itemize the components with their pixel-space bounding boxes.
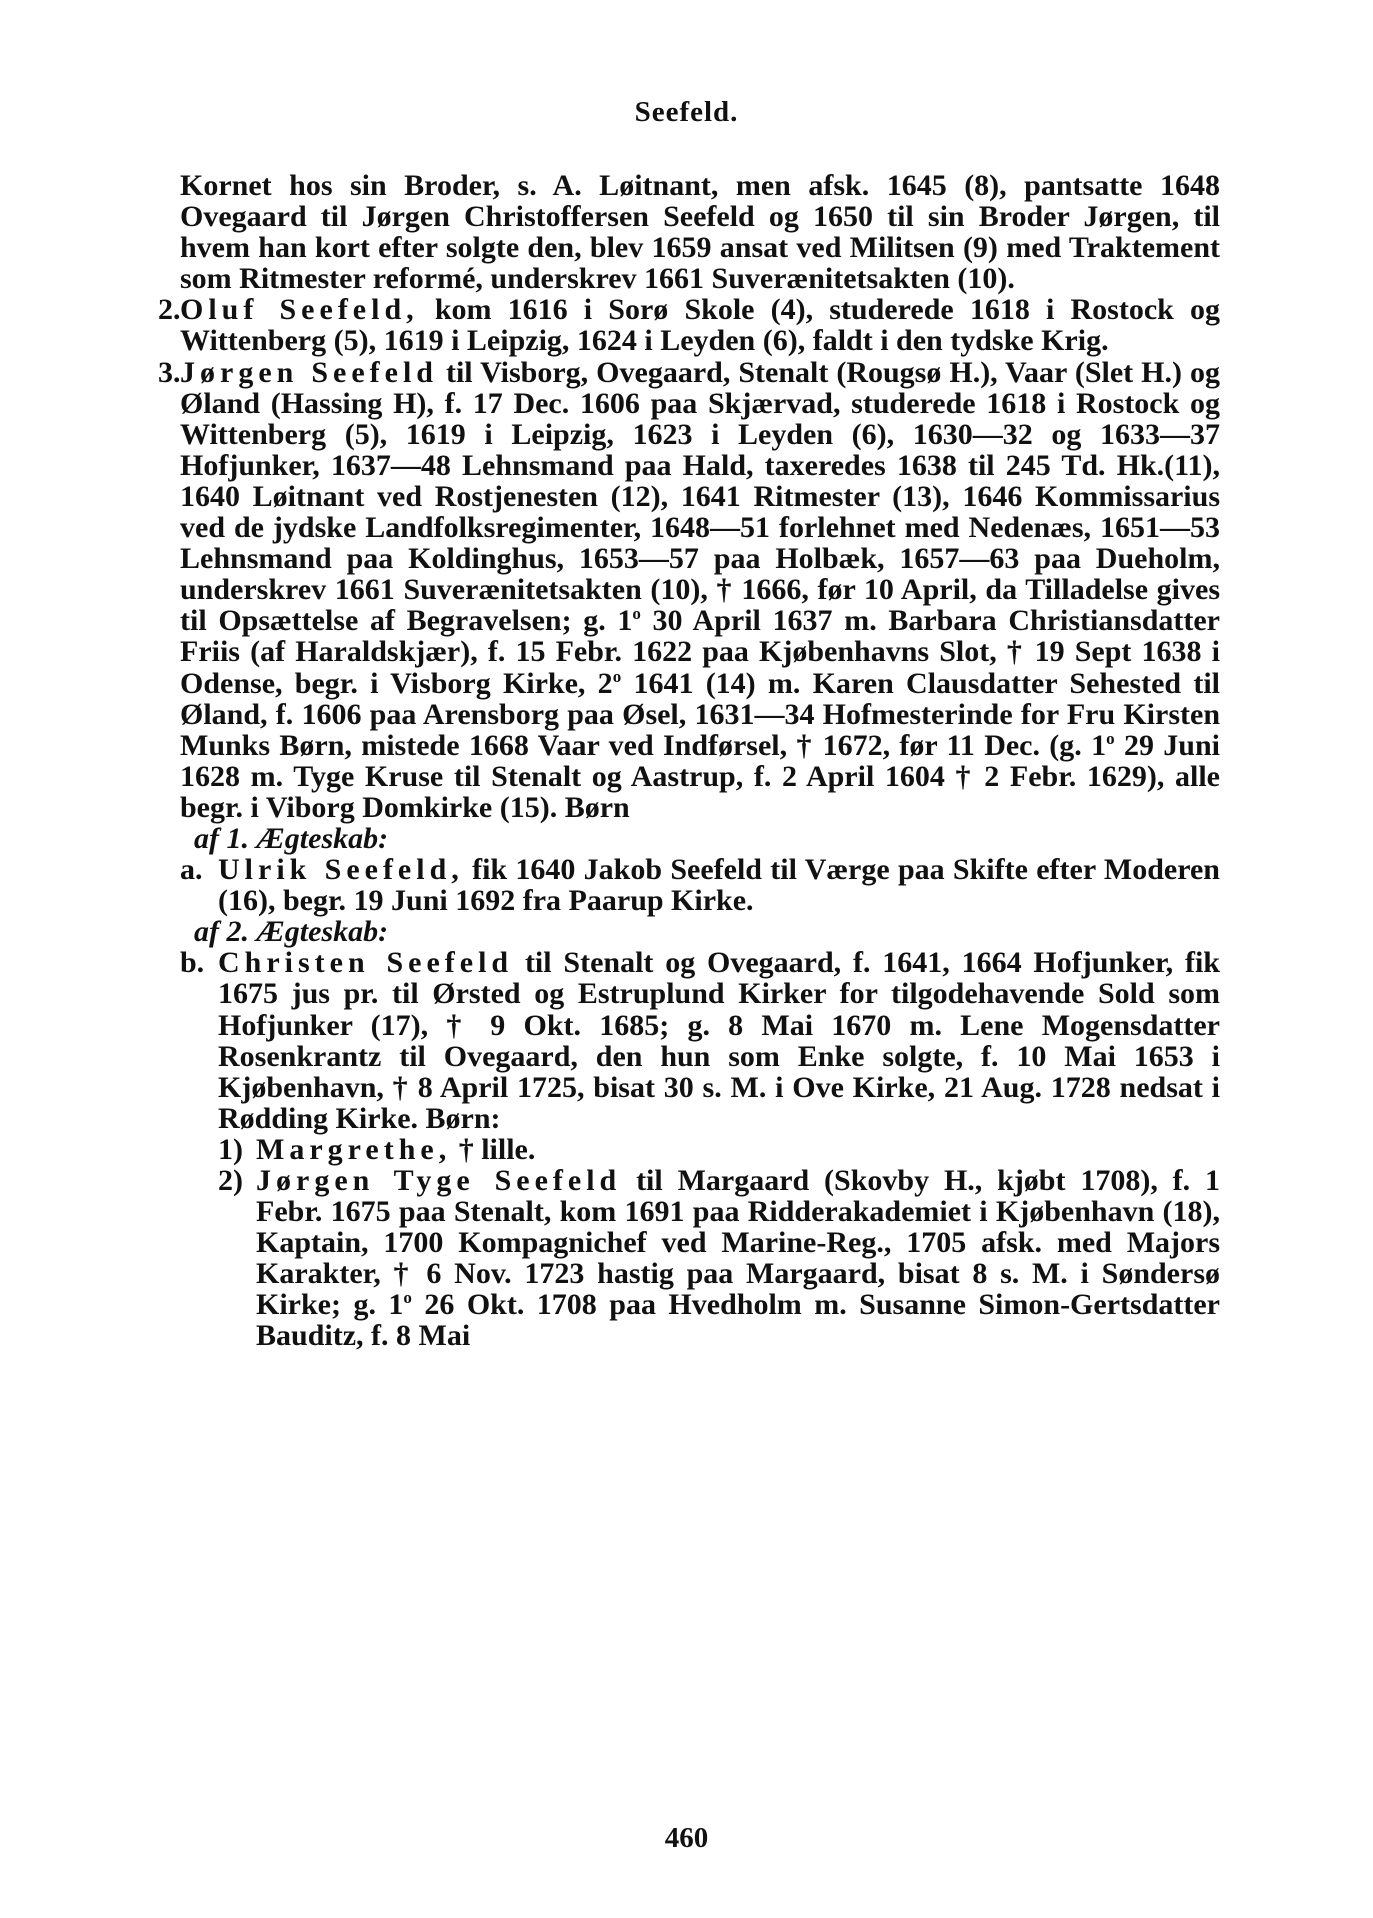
entry-text: 29 Juni 1628 m. Tyge Kruse til Stenalt og Aastrup, f. 2 April 1604 † 2 Febr. 1629), alle begr. i Viborg Domkirke (15). Børn [180, 728, 1220, 824]
person-name: Jørgen Tyge Seefeld [256, 1164, 622, 1197]
entry-text: 26 Okt. 1708 paa Hvedholm m. Susanne Simon-Gertsdatter Bauditz, f. 8 Mai [256, 1288, 1220, 1353]
person-name: Ulrik Seefeld, [218, 853, 464, 887]
person-name: Christen Seefeld [218, 946, 514, 980]
superscript: o [1106, 728, 1115, 748]
body-text [158, 169, 1221, 1353]
entry-number: 2) [218, 1164, 243, 1197]
person-name: Margrethe, [256, 1132, 452, 1166]
entry-text: † lille. [451, 1132, 536, 1166]
superscript: o [612, 666, 622, 686]
superscript: o [403, 1288, 412, 1308]
entry-number: 3. [158, 355, 181, 389]
entry-text: 30 April 1637 m. Barbara Christiansdatter Friis (af Haraldskjær), f. 15 Febr. 1622 paa Kjøbenhavns Slot, † 19 Sept 1638 i Odense, begr. i Visborg Kirke, 2 [180, 604, 1220, 700]
entry-text: til Margaard (Skovby H., kjøbt 1708), f. 1 Febr. 1675 paa Stenalt, kom 1691 paa Ridderakademiet i Kjøbenhavn (18), Kaptain, 1700 Kompagnichef ved Marine-Reg., 1705 afsk. med Majors Karakter, † 6 Nov. 1723 hastig paa Margaard, bisat 8 s. M. i Søndersø Kirke; g. 1 [256, 1164, 1221, 1322]
entry-number: 2. [158, 293, 181, 327]
entry-text: kom 1616 i Sorø Skole (4), studerede 1618 i Rostock og Wittenberg (5), 1619 i Leipzig, 1624 i Leyden (6), faldt i den tydske Krig. [180, 293, 1220, 358]
page-number: 460 [664, 1822, 709, 1854]
paragraph-continuation: Kornet hos sin Broder, s. A. Løitnant, men afsk. 1645 (8), pantsatte 1648 Ovegaard til Jørgen Christoffersen Seefeld og 1650 til sin Broder Jørgen, til hvem han kort efter solgte den, blev 1659 ansat ved Militsen (9) med Traktement som Ritmester reformé, underskrev 1661 Suverænitetsakten (10). [180, 169, 1220, 296]
entry-text: fik 1640 Jakob Seefeld til Værge paa Skifte efter Moderen (16), begr. 19 Juni 1692 fra Paarup Kirke. [218, 853, 1220, 918]
entry-text: til Stenalt og Ovegaard, f. 1641, 1664 Hofjunker, fik 1675 jus pr. til Ørsted og Estruplund Kirker for tilgodehavende Sold som Hofjunker (17), † 9 Okt. 1685; g. 8 Mai 1670 m. Lene Mogensdatter Rosenkrantz til Ovegaard, den hun som Enke solgte, f. 10 Mai 1653 i Kjøbenhavn, † 8 April 1725, bisat 30 s. M. i Ove Kirke, 21 Aug. 1728 nedsat i Rødding Kirke. Børn: [218, 946, 1220, 1135]
entry-b-christen [180, 947, 1220, 1134]
entry-a-ulrik [180, 854, 1220, 916]
entry-letter: b. [180, 946, 205, 980]
entry-text: til Visborg, Ovegaard, Stenalt (Rougsø H.), Vaar (Slet H.) og Øland (Hassing H), f. 17 Dec. 1606 paa Skjærvad, studerede 1618 i Rostock og Wittenberg (5), 1619 i Leipzig, 1623 i Leyden (6), 1630—32 og 1633—37 Hofjunker, 1637—48 Lehnsmand paa Hald, taxeredes 1638 til 245 Td. Hk.(11), 1640 Løitnant ved Rostjenesten (12), 1641 Ritmester (13), 1646 Kommissarius ved de jydske Landfolksregimenter, 1648—51 forlehnet med Nedenæs, 1651—53 Lehnsmand paa Koldinghus, 1653—57 paa Holbæk, 1657—63 paa Dueholm, underskrev 1661 Suverænitetsakten (10), † 1666, før 10 April, da Tilladelse gives til Opsættelse af Begravelsen; g. 1 [180, 355, 1220, 638]
entry-text: 1641 (14) m. Karen Clausdatter Sehested til Øland, f. 1606 paa Arensborg paa Øsel, 1631—34 Hofmesterinde for Fru Kirsten Munks Børn, mistede 1668 Vaar ved Indførsel, † 1672, før 11 Dec. (g. 1 [180, 666, 1220, 762]
entry-number: 1) [218, 1132, 243, 1166]
entry-2-jorgen-tyge [180, 1165, 1220, 1352]
entry-2-oluf [158, 293, 1220, 358]
entry-1-margrethe [180, 1134, 1220, 1165]
entry-3-jorgen [158, 355, 1220, 824]
marriage-heading-2: af 2. Ægteskab: [194, 915, 389, 949]
person-name: Oluf Seefeld, [180, 293, 419, 327]
running-head: Seefeld. [634, 96, 739, 128]
person-name: Jørgen Seefeld [180, 355, 438, 389]
marriage-heading-1: af 1. Ægteskab: [194, 821, 389, 855]
superscript: o [632, 604, 641, 624]
entry-letter: a. [180, 853, 203, 887]
